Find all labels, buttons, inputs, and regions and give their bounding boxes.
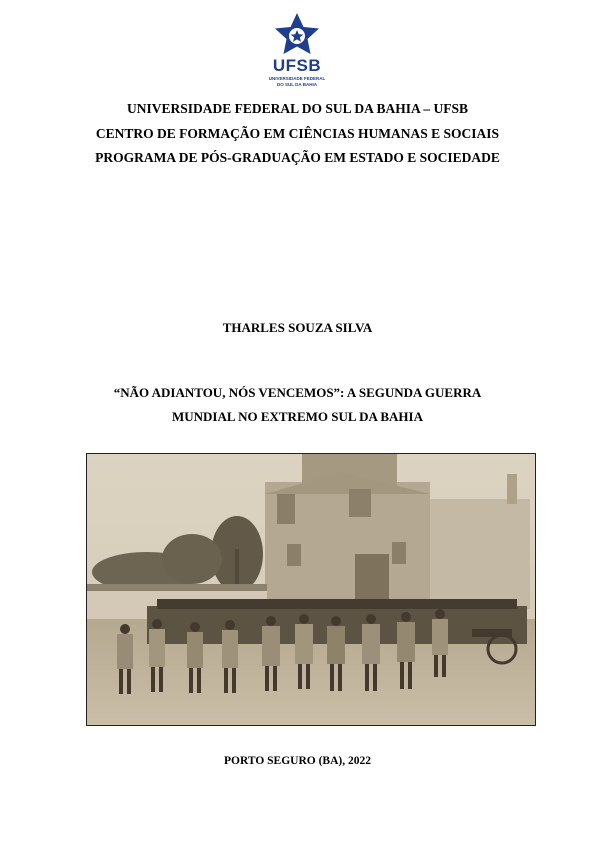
author-name: THARLES SOUZA SILVA	[222, 320, 373, 335]
title-line-1: “NÃO ADIANTOU, NÓS VENCEMOS”: A SEGUNDA GUERRA	[113, 385, 482, 400]
place-and-year: PORTO SEGURO (BA), 2022	[224, 755, 371, 767]
institution-line-1: UNIVERSIDADE FEDERAL DO SUL DA BAHIA – UFSB	[127, 101, 468, 116]
historical-photo	[86, 453, 536, 726]
institution-line-2: CENTRO DE FORMAÇÃO EM CIÊNCIAS HUMANAS E SOCIAIS	[95, 126, 500, 141]
star-icon	[266, 12, 328, 56]
logo-subtitle-2: DO SUL DA BAHIA	[276, 82, 317, 87]
logo-wordmark: UFSB	[272, 56, 322, 75]
logo-subtitle-1: UNIVERSIDADE FEDERAL	[268, 76, 326, 81]
ufsb-logo	[266, 12, 328, 92]
title-line-2: MUNDIAL NO EXTREMO SUL DA BAHIA	[171, 409, 423, 424]
institution-line-3: PROGRAMA DE PÓS-GRADUAÇÃO EM ESTADO E SOCIEDADE	[95, 150, 500, 165]
